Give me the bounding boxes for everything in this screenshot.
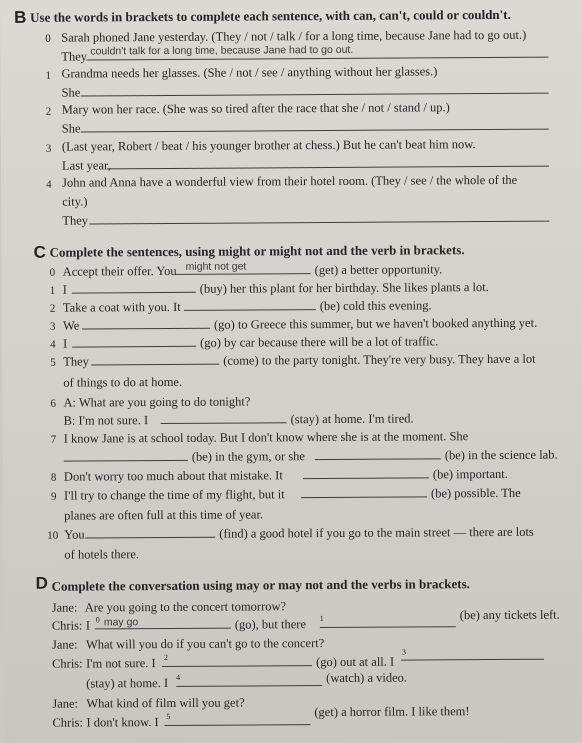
c-item-6-line-a: A: What are you going to do tonight? (63, 394, 251, 410)
d-speaker-chris-3: Chris: (52, 715, 84, 730)
c-item-8-answer-line[interactable] (303, 477, 429, 479)
d-line-2-text: What will you do if you can't go to the concert? (85, 636, 325, 652)
c-item-10-text-cont: of hotels there. (64, 547, 140, 562)
c-item-2-answer-line[interactable] (184, 309, 316, 311)
c-item-7-mid2: (be) in the science lab. (444, 447, 558, 463)
c-item-6-post: (stay) at home. I'm tired. (290, 411, 414, 427)
d-gap-5-answer-line[interactable] (164, 724, 310, 726)
section-c-letter: C (33, 242, 46, 262)
d-gap-0-number: 0 (95, 615, 100, 625)
c-item-0-number: 0 (49, 266, 56, 279)
c-item-5-text-cont: of things to do at home. (63, 374, 183, 390)
d-gap-2-answer-line[interactable] (162, 665, 312, 667)
b-item-1-text: Grandma needs her glasses. (She / not / see / anything without her glasses.) (61, 64, 438, 81)
c-item-7-answer-line-2[interactable] (315, 458, 441, 460)
d-gap-1-answer-line[interactable] (320, 626, 456, 628)
b-item-3-number: 3 (45, 142, 52, 155)
d-gap-5-number: 5 (166, 711, 171, 721)
d-line-6-post: (get) a horror film. I like them! (314, 704, 470, 720)
c-item-2-post: (be) cold this evening. (319, 298, 432, 314)
b-item-0-answer-line (86, 57, 548, 61)
d-line-1-pre: I (85, 618, 91, 633)
d-speaker-jane-2: Jane: (51, 637, 78, 652)
d-line-1-post: (be) any tickets left. (459, 607, 560, 623)
c-item-10-answer-line[interactable] (85, 537, 215, 539)
d-gap-4-answer-line[interactable] (176, 685, 322, 687)
c-item-7-number: 7 (50, 433, 57, 446)
c-item-1-post: (buy) her this plant for her birthday. She likes plants a lot. (199, 280, 489, 296)
c-item-6-answer-line[interactable] (161, 422, 287, 424)
d-speaker-chris-1: Chris: (51, 618, 83, 633)
c-item-9-number: 9 (50, 490, 57, 503)
b-item-2-answer-line[interactable] (81, 129, 549, 133)
c-item-1-answer-line[interactable] (72, 292, 196, 294)
d-speaker-jane-3: Jane: (52, 696, 79, 711)
c-item-3-answer-line[interactable] (82, 328, 210, 330)
b-item-0-number: 0 (45, 32, 51, 45)
d-gap-3-number: 3 (401, 647, 407, 657)
c-item-6-pre: B: I'm not sure. I (63, 413, 149, 428)
b-item-3-answer-line[interactable] (107, 166, 549, 170)
b-item-2-number: 2 (45, 105, 52, 118)
d-line-4-cont: (stay) at home. I (86, 675, 169, 691)
b-item-0-text: Sarah phoned Jane yesterday. (They / not / talk / for a long time, because Jane had to go out.) (61, 27, 527, 45)
d-line-3-pre: I'm not sure. I (86, 656, 156, 671)
b-item-2-start: She (61, 121, 81, 136)
b-item-4-text-cont: city.) (62, 194, 88, 209)
b-item-4-answer-line[interactable] (89, 221, 549, 225)
c-item-5-answer-line[interactable] (91, 364, 219, 366)
c-item-3-post: (go) to Greece this summer, but we haven't booked anything yet. (213, 315, 538, 332)
c-item-3-number: 3 (49, 320, 56, 333)
b-item-0-start: They (61, 49, 88, 64)
c-item-8-post: (be) important. (432, 466, 508, 482)
d-speaker-chris-2: Chris: (52, 656, 83, 671)
c-item-10-post: (find) a good hotel if you go to the main street — there are lots (219, 524, 534, 541)
c-item-10-number: 10 (47, 529, 59, 542)
d-line-4-post: (watch) a video. (326, 670, 408, 686)
c-item-8-number: 8 (50, 471, 57, 484)
c-item-9-pre: I'll try to change the time of my flight, but it (63, 487, 285, 503)
d-gap-1-number: 1 (319, 614, 324, 624)
c-item-0-answer: might not get (185, 260, 247, 273)
b-item-3-text: (Last year, Robert / beat / his younger brother at chess.) But he can't beat him now. (61, 137, 476, 154)
d-gap-0-answer: may go (103, 616, 139, 629)
c-item-10-pre: You (64, 527, 85, 542)
c-item-7-mid1: (be) in the gym, or she (191, 449, 306, 464)
c-item-0-answer-line (176, 273, 311, 275)
c-item-4-answer-line[interactable] (72, 346, 196, 348)
b-item-1-answer-line[interactable] (81, 93, 549, 97)
section-b-letter: B (14, 7, 27, 27)
c-item-4-post: (go) by car because there will be a lot of traffic. (200, 334, 439, 350)
c-item-3-pre: We (62, 318, 80, 333)
c-item-4-pre: I (63, 336, 68, 351)
c-item-6-number: 6 (50, 397, 57, 410)
d-speaker-jane-1: Jane: (51, 600, 78, 615)
section-d-instruction: Complete the conversation using may or may not and the verbs in brackets. (51, 576, 470, 594)
c-item-0-pre: Accept their offer. You (62, 263, 177, 279)
b-item-4-number: 4 (46, 178, 52, 191)
c-item-5-number: 5 (50, 356, 56, 369)
c-item-0-post: (get) a better opportunity. (314, 262, 443, 278)
c-item-9-text-cont: planes are often full at this time of year. (64, 507, 264, 523)
c-item-2-pre: Take a coat with you. It (62, 299, 181, 315)
d-gap-4-number: 4 (176, 672, 181, 682)
section-d-letter: D (35, 573, 48, 593)
c-item-7-answer-line-1[interactable] (64, 460, 188, 462)
c-item-9-answer-line[interactable] (301, 496, 427, 498)
d-line-3-mid: (go) out at all. I (316, 654, 395, 670)
b-item-2-text: Mary won her race. (She was so tired after the race that she / not / stand / up.) (61, 100, 450, 117)
d-line-5-text: What kind of film will you get? (86, 695, 245, 711)
d-line-6-pre: I don't know. I (86, 715, 159, 730)
d-line-1-mid: (go), but there (234, 617, 307, 632)
section-c-instruction: Complete the sentences, using might or might not and the verb in brackets. (49, 242, 465, 260)
c-item-2-number: 2 (49, 302, 56, 315)
c-item-5-post: (come) to the party tonight. They're very busy. They have a lot (223, 351, 536, 368)
c-item-4-number: 4 (50, 338, 56, 351)
b-item-0-answer: couldn't talk for a long time, because Jane had to go out. (90, 43, 354, 58)
c-item-5-pre: They (63, 354, 89, 369)
d-gap-3-answer-line[interactable] (401, 659, 544, 661)
b-item-4-text: John and Anna have a wonderful view from their hotel room. (They / see / the whole of the (62, 172, 518, 190)
b-item-1-start: She (61, 85, 81, 100)
c-item-7-line-a: I know Jane is at school today. But I don't know where she is at the moment. She (63, 429, 469, 446)
d-line-0-text: Are you going to the concert tomorrow? (84, 599, 287, 615)
b-item-3-start: Last year, (61, 158, 111, 173)
d-gap-2-number: 2 (163, 652, 169, 663)
c-item-1-number: 1 (49, 284, 56, 297)
c-item-8-pre: Don't worry too much about that mistake. It (63, 468, 283, 484)
b-item-4-start: They (62, 213, 89, 228)
c-item-9-post: (be) possible. The (430, 485, 521, 501)
b-item-1-number: 1 (45, 69, 51, 82)
c-item-1-pre: I (62, 282, 67, 297)
section-b-instruction: Use the words in brackets to complete each sentence, with can, can't, could or couldn't. (30, 6, 511, 25)
